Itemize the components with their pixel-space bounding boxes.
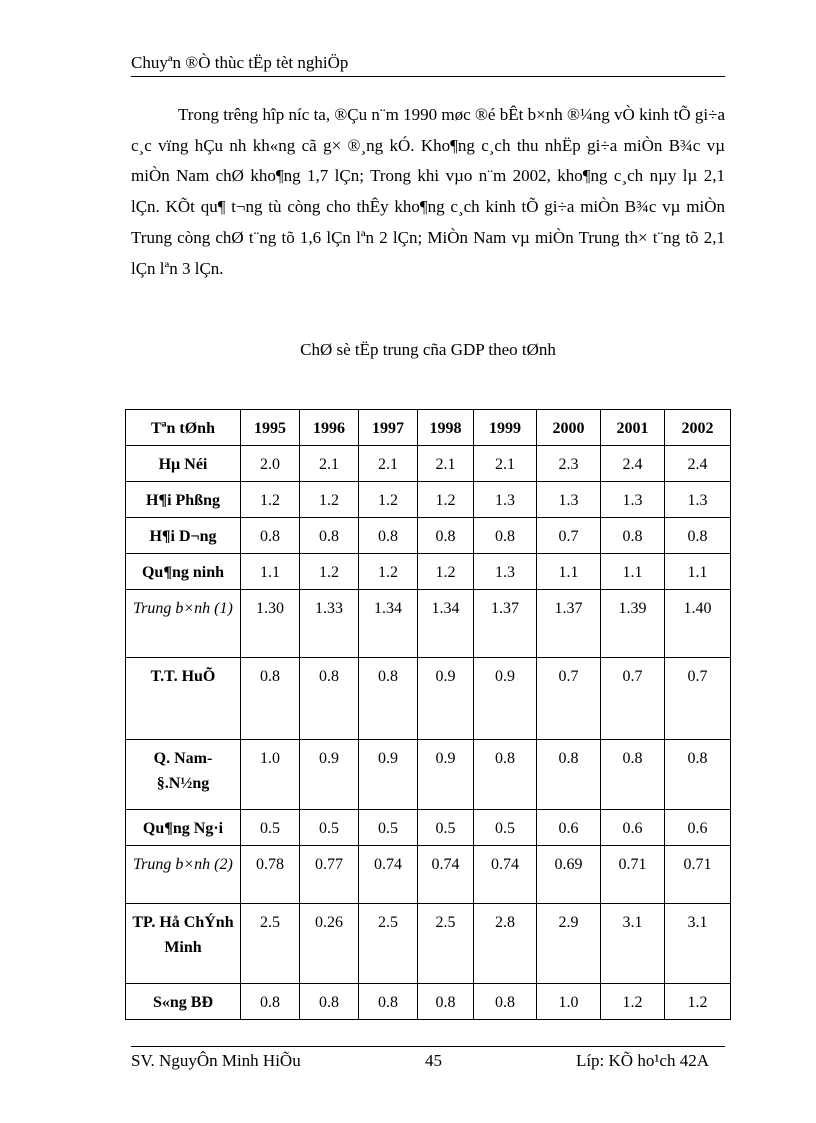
value-cell: 0.74 (474, 846, 537, 904)
header-cell: 1996 (300, 410, 359, 446)
value-cell: 2.5 (241, 904, 300, 984)
value-cell: 0.9 (418, 740, 474, 810)
value-cell: 1.0 (241, 740, 300, 810)
value-cell: 2.3 (537, 446, 601, 482)
value-cell: 1.3 (474, 482, 537, 518)
value-cell: 0.8 (474, 740, 537, 810)
value-cell: 0.7 (537, 658, 601, 740)
value-cell: 1.2 (418, 554, 474, 590)
value-cell: 1.2 (601, 984, 665, 1020)
gdp-concentration-table (125, 409, 731, 1020)
value-cell: 0.5 (241, 810, 300, 846)
value-cell: 0.26 (300, 904, 359, 984)
row-name-cell: Q. Nam-§.N½ng (126, 740, 241, 810)
value-cell: 0.8 (474, 984, 537, 1020)
value-cell: 1.1 (537, 554, 601, 590)
table-header-row (126, 410, 731, 446)
value-cell: 2.0 (241, 446, 300, 482)
value-cell: 0.9 (359, 740, 418, 810)
row-name-cell: S«ng BÐ (126, 984, 241, 1020)
value-cell: 0.8 (474, 518, 537, 554)
value-cell: 2.5 (359, 904, 418, 984)
row-name-cell: Qu¶ng ninh (126, 554, 241, 590)
value-cell: 1.30 (241, 590, 300, 658)
value-cell: 0.74 (359, 846, 418, 904)
body-paragraph: Trong trêng hîp níc ta, ®Çu n¨m 1990 møc ®é bÊt b×nh ®¼ng vÒ kinh tÕ gi÷a c¸c vïng hÇu nh kh«ng cã g× ®¸ng kÓ. Kho¶ng c¸ch thu nhËp gi÷a miÒn B¾c vµ miÒn Nam chØ kho¶ng 1,7 lÇn; Trong khi vµo n¨m 2002, kho¶ng c¸ch nµy lµ 2,1 lÇn. KÕt qu¶ t¬ng tù còng cho thÊy kho¶ng c¸ch kinh tÕ gi÷a miÒn B¾c vµ miÒn Trung còng chØ t¨ng tõ 1,6 lÇn lªn 2 lÇn; MiÒn Nam vµ miÒn Trung th× t¨ng tõ 2,1 lÇn lªn 3 lÇn. (131, 105, 725, 278)
footer-class: Líp: KÕ ho¹ch 42A (575, 1051, 709, 1070)
value-cell: 1.34 (359, 590, 418, 658)
value-cell: 0.6 (537, 810, 601, 846)
value-cell: 1.37 (474, 590, 537, 658)
value-cell: 2.1 (474, 446, 537, 482)
header-cell: 1997 (359, 410, 418, 446)
value-cell: 0.8 (241, 518, 300, 554)
value-cell: 1.2 (418, 482, 474, 518)
value-cell: 0.8 (418, 984, 474, 1020)
value-cell: 0.5 (300, 810, 359, 846)
table-row (126, 590, 731, 658)
row-name-cell: TP. Hå ChÝnh Minh (126, 904, 241, 984)
value-cell: 0.8 (665, 740, 731, 810)
header-cell: 2000 (537, 410, 601, 446)
header-cell: Tªn tØnh (126, 410, 241, 446)
row-name-cell: H¶i D¬ng (126, 518, 241, 554)
value-cell: 0.5 (474, 810, 537, 846)
value-cell: 1.0 (537, 984, 601, 1020)
value-cell: 1.3 (474, 554, 537, 590)
value-cell: 0.69 (537, 846, 601, 904)
value-cell: 0.7 (537, 518, 601, 554)
value-cell: 2.5 (418, 904, 474, 984)
value-cell: 0.74 (418, 846, 474, 904)
value-cell: 0.78 (241, 846, 300, 904)
value-cell: 2.1 (359, 446, 418, 482)
header-cell: 2002 (665, 410, 731, 446)
value-cell: 1.3 (537, 482, 601, 518)
table-row (126, 554, 731, 590)
table-row (126, 984, 731, 1020)
value-cell: 1.1 (241, 554, 300, 590)
value-cell: 1.37 (537, 590, 601, 658)
value-cell: 1.1 (601, 554, 665, 590)
table-row (126, 810, 731, 846)
value-cell: 0.71 (601, 846, 665, 904)
value-cell: 0.5 (359, 810, 418, 846)
value-cell: 1.40 (665, 590, 731, 658)
value-cell: 0.8 (300, 518, 359, 554)
value-cell: 2.1 (418, 446, 474, 482)
value-cell: 0.8 (241, 984, 300, 1020)
row-name-cell: Hµ Néi (126, 446, 241, 482)
page-header (131, 52, 725, 77)
header-cell: 1999 (474, 410, 537, 446)
value-cell: 0.8 (300, 984, 359, 1020)
value-cell: 2.9 (537, 904, 601, 984)
row-name-cell: T.T. HuÕ (126, 658, 241, 740)
value-cell: 0.8 (241, 658, 300, 740)
value-cell: 1.2 (300, 482, 359, 518)
value-cell: 0.8 (418, 518, 474, 554)
value-cell: 2.4 (601, 446, 665, 482)
header-title: Chuyªn ®Ò thùc tËp tèt nghiÖp (131, 53, 349, 72)
value-cell: 2.8 (474, 904, 537, 984)
header-cell: 2001 (601, 410, 665, 446)
table-row (126, 904, 731, 984)
value-cell: 0.8 (601, 518, 665, 554)
value-cell: 3.1 (665, 904, 731, 984)
value-cell: 0.6 (665, 810, 731, 846)
row-name-cell: Trung b×nh (1) (126, 590, 241, 658)
row-name-cell: Qu¶ng Ng·i (126, 810, 241, 846)
value-cell: 1.2 (665, 984, 731, 1020)
value-cell: 1.1 (665, 554, 731, 590)
value-cell: 1.2 (359, 482, 418, 518)
value-cell: 0.8 (300, 658, 359, 740)
footer-student: SV. NguyÔn Minh HiÕu (131, 1051, 301, 1070)
row-name-cell: Trung b×nh (2) (126, 846, 241, 904)
value-cell: 0.8 (537, 740, 601, 810)
value-cell: 1.3 (601, 482, 665, 518)
value-cell: 1.2 (359, 554, 418, 590)
value-cell: 0.8 (359, 984, 418, 1020)
value-cell: 0.8 (665, 518, 731, 554)
value-cell: 0.8 (359, 658, 418, 740)
header-cell: 1998 (418, 410, 474, 446)
value-cell: 1.3 (665, 482, 731, 518)
value-cell: 0.71 (665, 846, 731, 904)
table-row (126, 482, 731, 518)
page-number: 45 (425, 1051, 442, 1070)
table-body (126, 446, 731, 1020)
table-row (126, 518, 731, 554)
value-cell: 0.7 (601, 658, 665, 740)
value-cell: 0.77 (300, 846, 359, 904)
value-cell: 0.9 (300, 740, 359, 810)
value-cell: 2.1 (300, 446, 359, 482)
value-cell: 0.9 (418, 658, 474, 740)
value-cell: 0.8 (359, 518, 418, 554)
value-cell: 3.1 (601, 904, 665, 984)
table-row (126, 446, 731, 482)
header-cell: 1995 (241, 410, 300, 446)
table-caption: ChØ sè tËp trung cña GDP theo tØnh (300, 340, 556, 359)
table-row (126, 846, 731, 904)
table-row (126, 658, 731, 740)
value-cell: 2.4 (665, 446, 731, 482)
value-cell: 0.9 (474, 658, 537, 740)
row-name-cell: H¶i Phßng (126, 482, 241, 518)
value-cell: 1.2 (241, 482, 300, 518)
value-cell: 0.8 (601, 740, 665, 810)
value-cell: 0.6 (601, 810, 665, 846)
value-cell: 0.7 (665, 658, 731, 740)
page-footer (131, 1046, 725, 1077)
value-cell: 1.34 (418, 590, 474, 658)
value-cell: 0.5 (418, 810, 474, 846)
value-cell: 1.33 (300, 590, 359, 658)
value-cell: 1.2 (300, 554, 359, 590)
value-cell: 1.39 (601, 590, 665, 658)
table-row (126, 740, 731, 810)
